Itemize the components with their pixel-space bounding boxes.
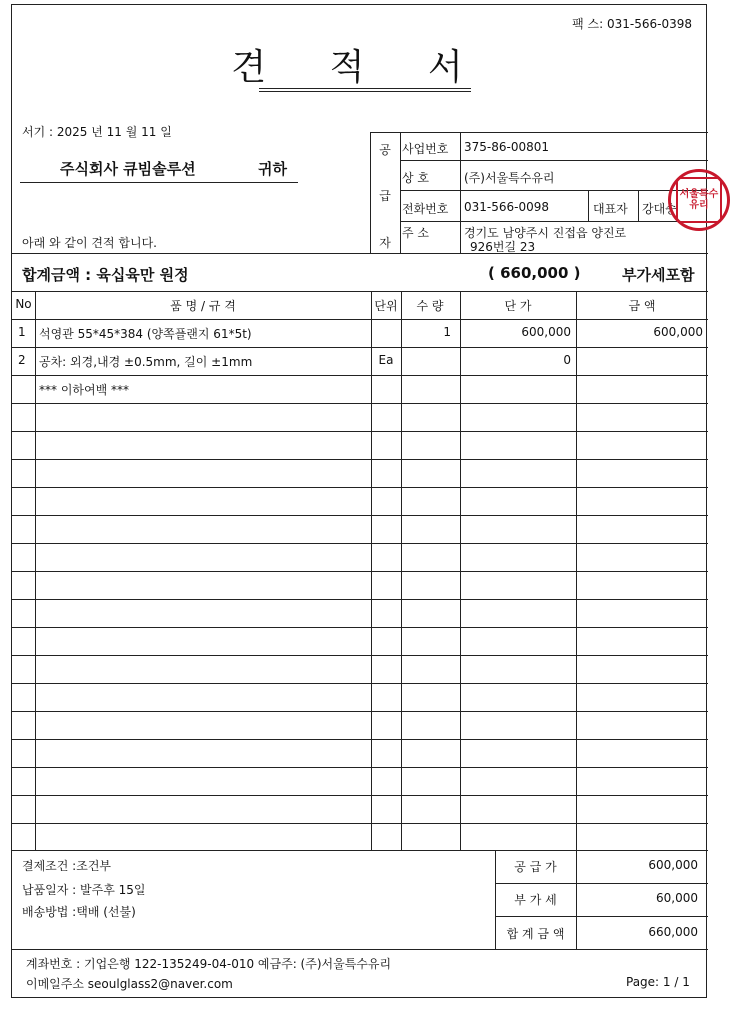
table-row-1-item: 석영관 55*45*384 (양쪽플랜지 61*5t) xyxy=(39,327,252,341)
supplier-side-label-1: 공 xyxy=(379,143,391,157)
vat-label: 부 가 세 xyxy=(514,893,557,907)
supply-price-value: 600,000 xyxy=(648,858,698,872)
total-amount-words: 합계금액 : 육십육만 원정 xyxy=(22,266,189,284)
table-row-line xyxy=(12,375,708,376)
title-underline xyxy=(259,88,471,89)
col-header-unit: 단위 xyxy=(374,299,398,313)
vat-value: 60,000 xyxy=(656,891,698,905)
table-row-line xyxy=(12,347,708,348)
customer-name: 주식회사 큐빔솔루션 xyxy=(60,160,196,178)
supplier-side-label-2: 급 xyxy=(379,189,391,203)
address-label: 주 소 xyxy=(402,226,429,240)
customer-underline xyxy=(20,182,298,183)
table-row-line xyxy=(12,403,708,404)
address-line-1: 경기도 남양주시 진접읍 양진로 xyxy=(464,226,627,240)
title-underline-2 xyxy=(259,91,471,92)
table-row-line xyxy=(12,319,708,320)
page-number: Page: 1 / 1 xyxy=(626,975,690,989)
col-header-no: No xyxy=(15,297,32,311)
col-header-item: 품 명 / 규 격 xyxy=(170,299,236,313)
col-header-unit-price: 단 가 xyxy=(504,299,532,313)
col-header-amount: 금 액 xyxy=(628,299,656,313)
supplier-side-label-3: 자 xyxy=(379,236,391,250)
table-row-1-qty: 1 xyxy=(443,325,451,339)
payment-terms: 결제조건 :조건부 xyxy=(22,859,112,873)
greeting-text: 아래 와 같이 견적 합니다. xyxy=(22,236,157,250)
table-row-2-unit-price: 0 xyxy=(563,353,571,367)
table-row-line xyxy=(12,431,708,432)
table-column-line xyxy=(460,291,461,850)
phone-label: 전화번호 xyxy=(402,202,449,216)
table-row-line xyxy=(12,599,708,600)
phone-value: 031-566-0098 xyxy=(464,200,550,214)
table-row-2-no: 2 xyxy=(18,353,26,367)
table-row-line xyxy=(12,823,708,824)
table-row-line xyxy=(12,795,708,796)
quotation-document xyxy=(11,4,707,998)
email-address: 이메일주소 seoulglass2@naver.com xyxy=(26,977,233,991)
table-row-line xyxy=(12,627,708,628)
document-title: 견 적 서 xyxy=(231,47,489,88)
table-row-1-no: 1 xyxy=(18,325,26,339)
table-row-line xyxy=(12,571,708,572)
table-row-2-item: 공차: 외경,내경 ±0.5mm, 길이 ±1mm xyxy=(39,355,253,369)
table-column-line xyxy=(35,291,36,850)
table-column-line xyxy=(401,291,402,850)
table-column-line xyxy=(576,291,577,850)
delivery-date: 납품일자 : 발주후 15일 xyxy=(22,883,146,897)
representative-value: 강대승 xyxy=(642,202,677,216)
table-row-line xyxy=(12,459,708,460)
bank-account: 계좌번호 : 기업은행 122-135249-04-010 예금주: (주)서울특수유리 xyxy=(26,957,392,971)
company-seal-text: 서울특수유리 xyxy=(676,177,722,223)
honorific: 귀하 xyxy=(258,160,287,178)
quote-date: 서기 : 2025 년 11 월 11 일 xyxy=(22,125,172,139)
vat-included-note: 부가세포함 xyxy=(622,266,695,284)
table-row-line xyxy=(12,739,708,740)
total-amount-number: ( 660,000 ) xyxy=(488,264,581,282)
grand-total-label: 합 계 금 액 xyxy=(506,927,565,941)
table-row-line xyxy=(12,487,708,488)
grand-total-value: 660,000 xyxy=(648,925,698,939)
table-row-3-item: *** 이하여백 *** xyxy=(39,383,129,397)
company-seal-stamp xyxy=(668,169,730,231)
supply-price-label: 공 급 가 xyxy=(514,860,557,874)
table-row-line xyxy=(12,655,708,656)
biz-no-label: 사업번호 xyxy=(402,142,449,156)
company-name-label: 상 호 xyxy=(402,171,429,185)
shipping-method: 배송방법 :택배 (선불) xyxy=(22,905,136,919)
biz-no-value: 375-86-00801 xyxy=(464,140,550,154)
table-row-1-amount: 600,000 xyxy=(653,325,703,339)
table-column-line xyxy=(371,291,372,850)
fax-number: 팩 스: 031-566-0398 xyxy=(572,17,692,31)
representative-label: 대표자 xyxy=(593,202,628,216)
table-row-line xyxy=(12,711,708,712)
table-row-line xyxy=(12,515,708,516)
company-name-value: (주)서울특수유리 xyxy=(464,171,555,185)
table-row-line xyxy=(12,543,708,544)
table-row-2-unit: Ea xyxy=(378,353,394,367)
table-row-1-unit-price: 600,000 xyxy=(521,325,571,339)
table-row-line xyxy=(12,767,708,768)
table-row-line xyxy=(12,683,708,684)
address-line-2: 926번길 23 xyxy=(470,240,536,254)
col-header-qty: 수 량 xyxy=(416,299,444,313)
